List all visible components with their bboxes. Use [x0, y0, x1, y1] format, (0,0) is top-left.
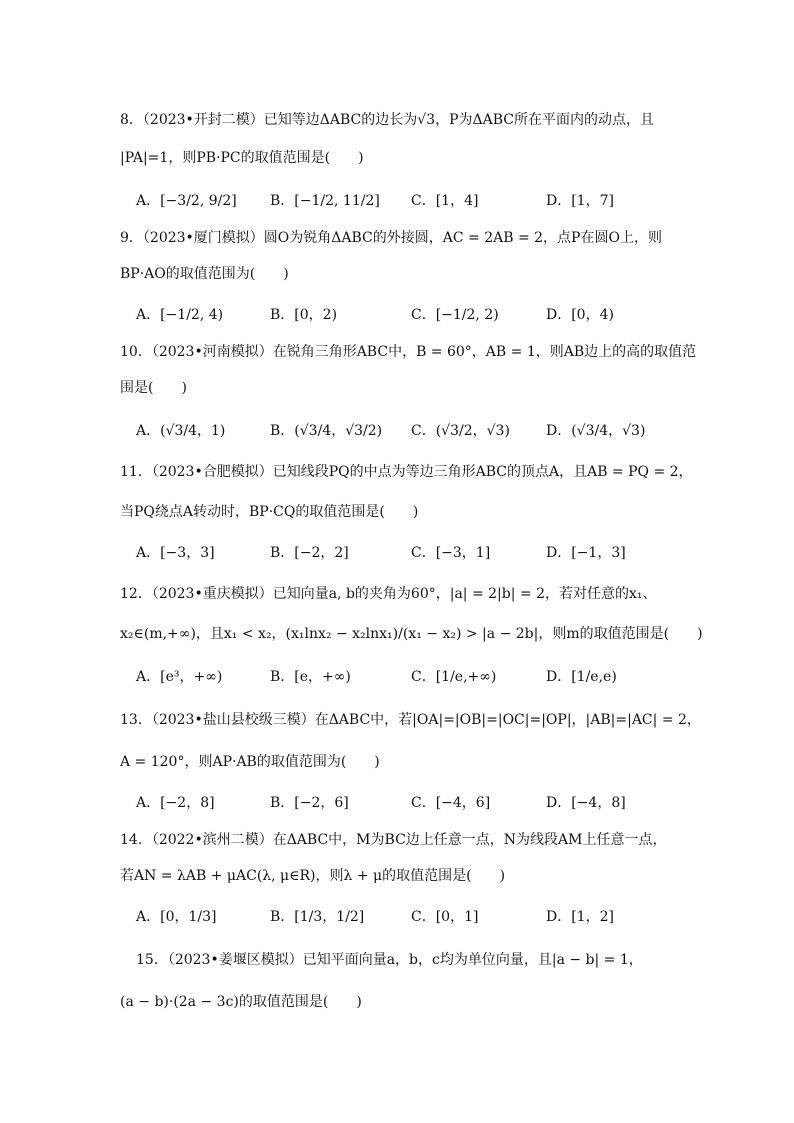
question-15-stem-cont: (a − b)·(2a − 3c)的取值范围是( )	[120, 994, 362, 1010]
option-c[interactable]: C．[1/e,+∞)	[411, 669, 497, 685]
question-15-stem: 15．（2023•姜堰区模拟）已知平面向量a，b，c均为单位向量，且|a − b| = 1，	[136, 952, 643, 968]
option-c[interactable]: C．[−1/2, 2)	[411, 307, 499, 323]
option-b[interactable]: B．(√3/4，√3/2)	[270, 423, 383, 439]
option-c[interactable]: C．[−3，1]	[411, 545, 491, 561]
question-11-options	[136, 542, 696, 562]
option-b[interactable]: B．[1/3，1/2]	[270, 909, 365, 925]
option-d[interactable]: D．[1，2]	[546, 909, 614, 925]
option-c[interactable]: C．[0，1]	[411, 909, 479, 925]
question-12-stem-cont: x₂∈(m,+∞)，且x₁ < x₂，(x₁lnx₂ − x₂lnx₁)/(x₁ − x₂) > |a − 2b|，则m的取值范围是( )	[120, 626, 703, 642]
option-d[interactable]: D．[1，7]	[546, 193, 614, 209]
option-c[interactable]: C．[1，4]	[411, 193, 479, 209]
question-12-options	[136, 666, 696, 686]
question-14-options	[136, 906, 696, 926]
option-d[interactable]: D．[−1，3]	[546, 545, 626, 561]
option-c[interactable]: C．[−4，6]	[411, 795, 491, 811]
question-10-stem: 10．（2023•河南模拟）在锐角三角形ABC中，B = 60°，AB = 1，则AB边上的高的取值范	[120, 344, 697, 360]
option-b[interactable]: B．[−2，2]	[270, 545, 349, 561]
option-a[interactable]: A．[0，1/3]	[136, 909, 217, 925]
question-11-stem-cont: 当PQ绕点A转动时，BP·CQ的取值范围是( )	[120, 504, 419, 520]
question-14-stem-cont: 若AN = λAB + μAC(λ, μ∈R)，则λ + μ的取值范围是( )	[120, 868, 506, 884]
option-b[interactable]: B．[−1/2, 11/2]	[270, 193, 380, 209]
question-10-options	[136, 420, 696, 440]
option-b[interactable]: B．[0，2)	[270, 307, 338, 323]
option-a[interactable]: A．[−3/2, 9/2]	[136, 193, 237, 209]
question-14-stem: 14．（2022•滨州二模）在ΔABC中，M为BC边上任意一点，N为线段AM上任意一点，	[120, 832, 667, 848]
question-9-stem-cont: BP·AO的取值范围为( )	[120, 266, 289, 282]
option-a[interactable]: A．[e³，+∞)	[136, 669, 223, 685]
option-b[interactable]: B．[−2，6]	[270, 795, 349, 811]
option-a[interactable]: A．[−3，3]	[136, 545, 215, 561]
option-d[interactable]: D．[0，4)	[546, 307, 614, 323]
question-10-stem-cont: 围是( )	[120, 380, 187, 396]
question-8-stem-cont: |PA|=1，则PB·PC的取值范围是( )	[120, 150, 364, 166]
question-8-stem: 8．（2023•开封二模）已知等边ΔABC的边长为√3，P为ΔABC所在平面内的动点，且	[120, 112, 655, 128]
question-9-options	[136, 304, 696, 324]
option-d[interactable]: D．[1/e,e)	[546, 669, 617, 685]
question-12-stem: 12．（2023•重庆模拟）已知向量a, b的夹角为60°，|a| = 2|b| = 2，若对任意的x₁、	[120, 586, 657, 602]
question-13-stem-cont: A = 120°，则AP·AB的取值范围为( )	[120, 754, 380, 770]
option-a[interactable]: A．[−1/2, 4)	[136, 307, 224, 323]
option-b[interactable]: B．[e，+∞)	[270, 669, 351, 685]
question-11-stem: 11．（2023•合肥模拟）已知线段PQ的中点为等边三角形ABC的顶点A，且AB = PQ = 2，	[120, 464, 693, 480]
option-d[interactable]: D．[−4，8]	[546, 795, 626, 811]
question-13-stem: 13．（2023•盐山县校级三模）在ΔABC中，若|OA|=|OB|=|OC|=|OP|，|AB|=|AC| = 2，	[120, 712, 701, 728]
question-8-options	[136, 190, 696, 210]
option-c[interactable]: C．(√3/2，√3)	[411, 423, 510, 439]
option-d[interactable]: D．(√3/4，√3)	[546, 423, 646, 439]
option-a[interactable]: A．(√3/4，1)	[136, 423, 226, 439]
option-a[interactable]: A．[−2，8]	[136, 795, 215, 811]
question-13-options	[136, 792, 696, 812]
question-9-stem: 9．（2023•厦门模拟）圆O为锐角ΔABC的外接圆，AC = 2AB = 2，点P在圆O上，则	[120, 230, 662, 246]
